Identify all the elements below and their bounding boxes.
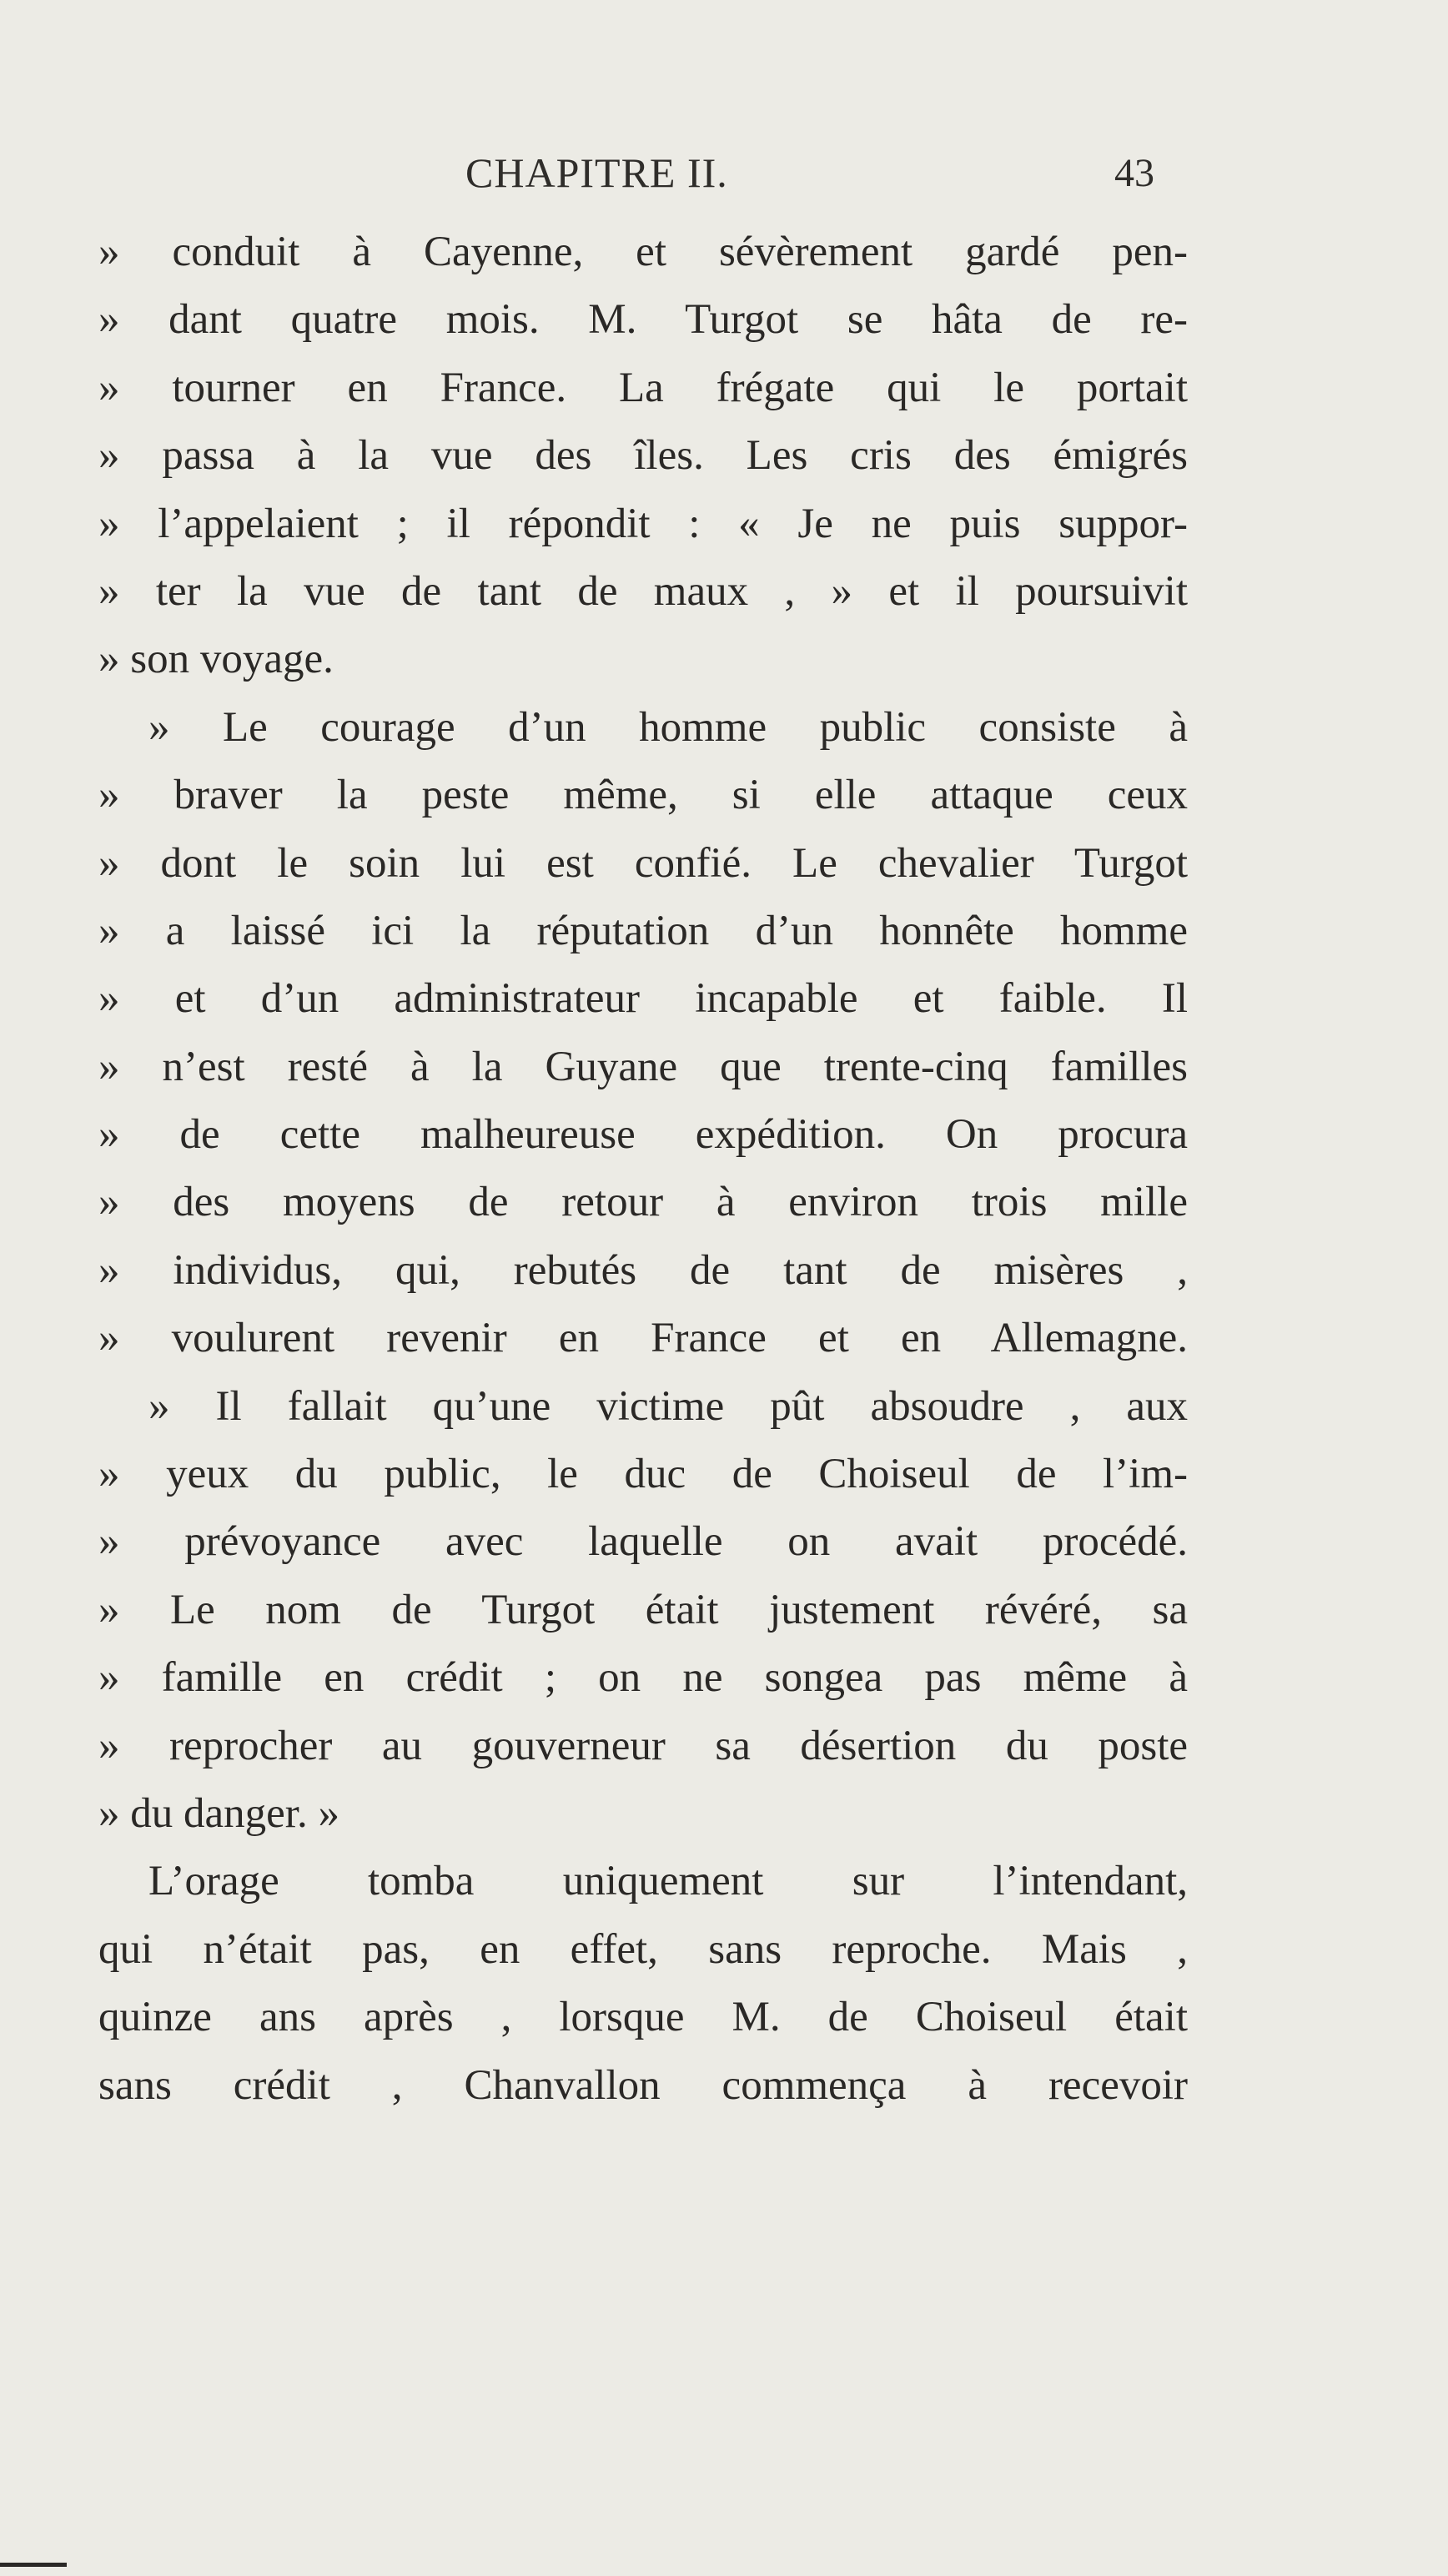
text-line: » famille en crédit ; on ne songea pas même à bbox=[98, 1654, 1188, 1702]
page-edge-mark bbox=[0, 2563, 67, 2567]
text-line: » yeux du public, le duc de Choiseul de l’im- bbox=[98, 1451, 1188, 1498]
text-line: » l’appelaient ; il répondit : « Je ne puis suppor- bbox=[98, 500, 1188, 547]
text-line: » voulurent revenir en France et en Allemagne. bbox=[98, 1315, 1188, 1362]
text-line: » passa à la vue des îles. Les cris des émigrés bbox=[98, 432, 1188, 480]
text-line: » et d’un administrateur incapable et faible. Il bbox=[98, 975, 1188, 1023]
text-line: » dant quatre mois. M. Turgot se hâta de re- bbox=[98, 296, 1188, 344]
running-head: CHAPITRE II. bbox=[465, 149, 728, 196]
text-line: » conduit à Cayenne, et sévèrement gardé pen- bbox=[98, 229, 1188, 275]
text-line: » reprocher au gouverneur sa désertion du poste bbox=[98, 1722, 1188, 1769]
text-line: » individus, qui, rebutés de tant de misères , bbox=[98, 1246, 1188, 1294]
text-line: » a laissé ici la réputation d’un honnête homme bbox=[98, 907, 1188, 954]
text-line: » Le nom de Turgot était justement révéré, sa bbox=[98, 1586, 1188, 1633]
text-line: » prévoyance avec laquelle on avait procédé. bbox=[98, 1518, 1188, 1566]
text-line: sans crédit , Chanvallon commença à recevoir bbox=[98, 2061, 1188, 2109]
text-line: » tourner en France. La frégate qui le portait bbox=[98, 364, 1188, 411]
text-line: » n’est resté à la Guyane que trente-cinq familles bbox=[98, 1043, 1188, 1090]
body-text bbox=[98, 219, 1188, 2120]
text-line: » dont le soin lui est confié. Le chevalier Turgot bbox=[98, 839, 1188, 887]
text-line: L’orage tomba uniquement sur l’intendant, bbox=[148, 1858, 1188, 1905]
text-line: » du danger. » bbox=[98, 1789, 339, 1837]
page-number: 43 bbox=[1114, 151, 1154, 195]
page-header bbox=[0, 148, 1448, 215]
text-line: » de cette malheureuse expédition. On procura bbox=[98, 1111, 1188, 1159]
text-line: qui n’était pas, en effet, sans reproche. Mais , bbox=[98, 1925, 1188, 1973]
text-line: » son voyage. bbox=[98, 636, 334, 683]
text-line: » Le courage d’un homme public consiste à bbox=[148, 703, 1188, 751]
text-line: » ter la vue de tant de maux , » et il poursuivit bbox=[98, 567, 1188, 615]
text-line: » braver la peste même, si elle attaque ceux bbox=[98, 772, 1188, 819]
text-line: quinze ans après , lorsque M. de Choiseul était bbox=[98, 1994, 1188, 2041]
text-line: » des moyens de retour à environ trois mille bbox=[98, 1179, 1188, 1226]
text-line: » Il fallait qu’une victime pût absoudre , aux bbox=[148, 1382, 1188, 1430]
